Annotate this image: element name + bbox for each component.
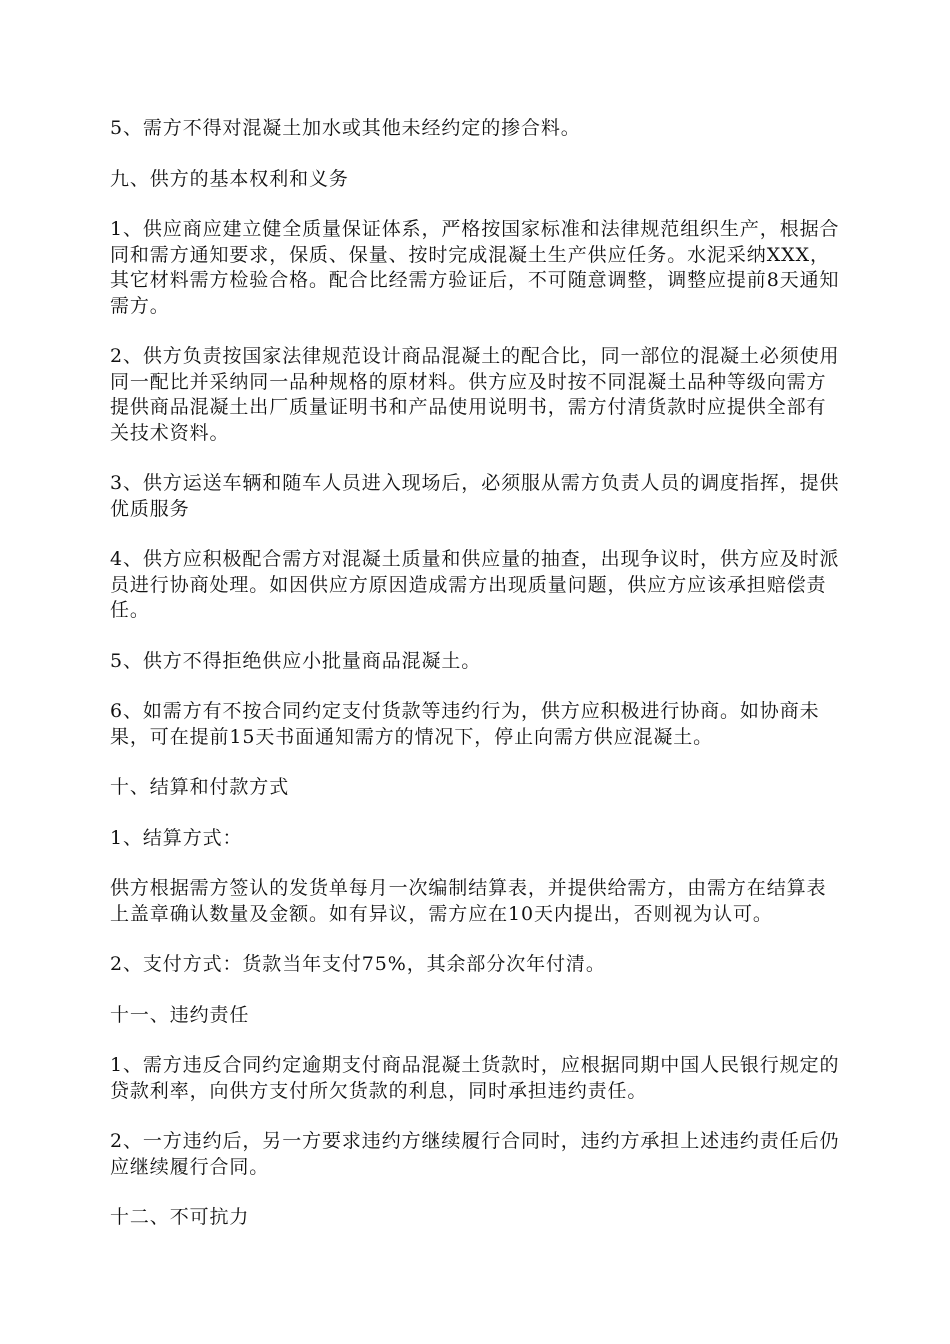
document-body (110, 116, 845, 1256)
clause-paragraph: 1、供应商应建立健全质量保证体系，严格按国家标准和法律规范组织生产，根据合同和需方通知要求，保质、保量、按时完成混凝土生产供应任务。水泥采纳XXX，其它材料需方检验合格。配合比经需方验证后，不可随意调整，调整应提前8天通知需方。 (110, 218, 840, 317)
clause-paragraph: 2、一方违约后，另一方要求违约方继续履行合同时，违约方承担上述违约责任后仍应继续履行合同。 (110, 1130, 840, 1178)
section-heading: 十、结算和付款方式 (110, 776, 290, 798)
clause-paragraph: 5、供方不得拒绝供应小批量商品混凝土。 (110, 649, 482, 672)
clause-paragraph: 2、供方负责按国家法律规范设计商品混凝土的配合比，同一部位的混凝土必须使用同一配比并采纳同一品种规格的原材料。供方应及时按不同混凝土品种等级向需方提供商品混凝土出厂质量证明书和产品使用说明书，需方付清货款时应提供全部有关技术资料。 (110, 345, 840, 444)
clause-paragraph: 2、支付方式：货款当年支付75%，其余部分次年付清。 (110, 953, 606, 975)
clause-paragraph: 3、供方运送车辆和随车人员进入现场后，必须服从需方负责人员的调度指挥，提供优质服务 (110, 472, 840, 520)
clause-paragraph: 5、需方不得对混凝土加水或其他未经约定的掺合料。 (110, 117, 581, 139)
clause-paragraph: 1、结算方式： (110, 826, 243, 849)
clause-paragraph: 6、如需方有不按合同约定支付货款等违约行为，供方应积极进行协商。如协商未果，可在提前15天书面通知需方的情况下，停止向需方供应混凝土。 (110, 700, 820, 748)
clause-paragraph: 1、需方违反合同约定逾期支付商品混凝土货款时，应根据同期中国人民银行规定的贷款利率，向供方支付所欠货款的利息，同时承担违约责任。 (110, 1054, 840, 1102)
clause-paragraph: 4、供方应积极配合需方对混凝土质量和供应量的抽查，出现争议时，供方应及时派员进行协商处理。如因供应方原因造成需方出现质量问题，供应方应该承担赔偿责任。 (110, 548, 840, 621)
section-heading: 十一、违约责任 (110, 1003, 250, 1026)
clause-paragraph: 供方根据需方签认的发货单每月一次编制结算表，并提供给需方，由需方在结算表上盖章确认数量及金额。如有异议，需方应在10天内提出，否则视为认可。 (110, 877, 827, 925)
section-heading: 九、供方的基本权利和义务 (110, 167, 349, 190)
section-heading: 十二、不可抗力 (110, 1206, 250, 1228)
